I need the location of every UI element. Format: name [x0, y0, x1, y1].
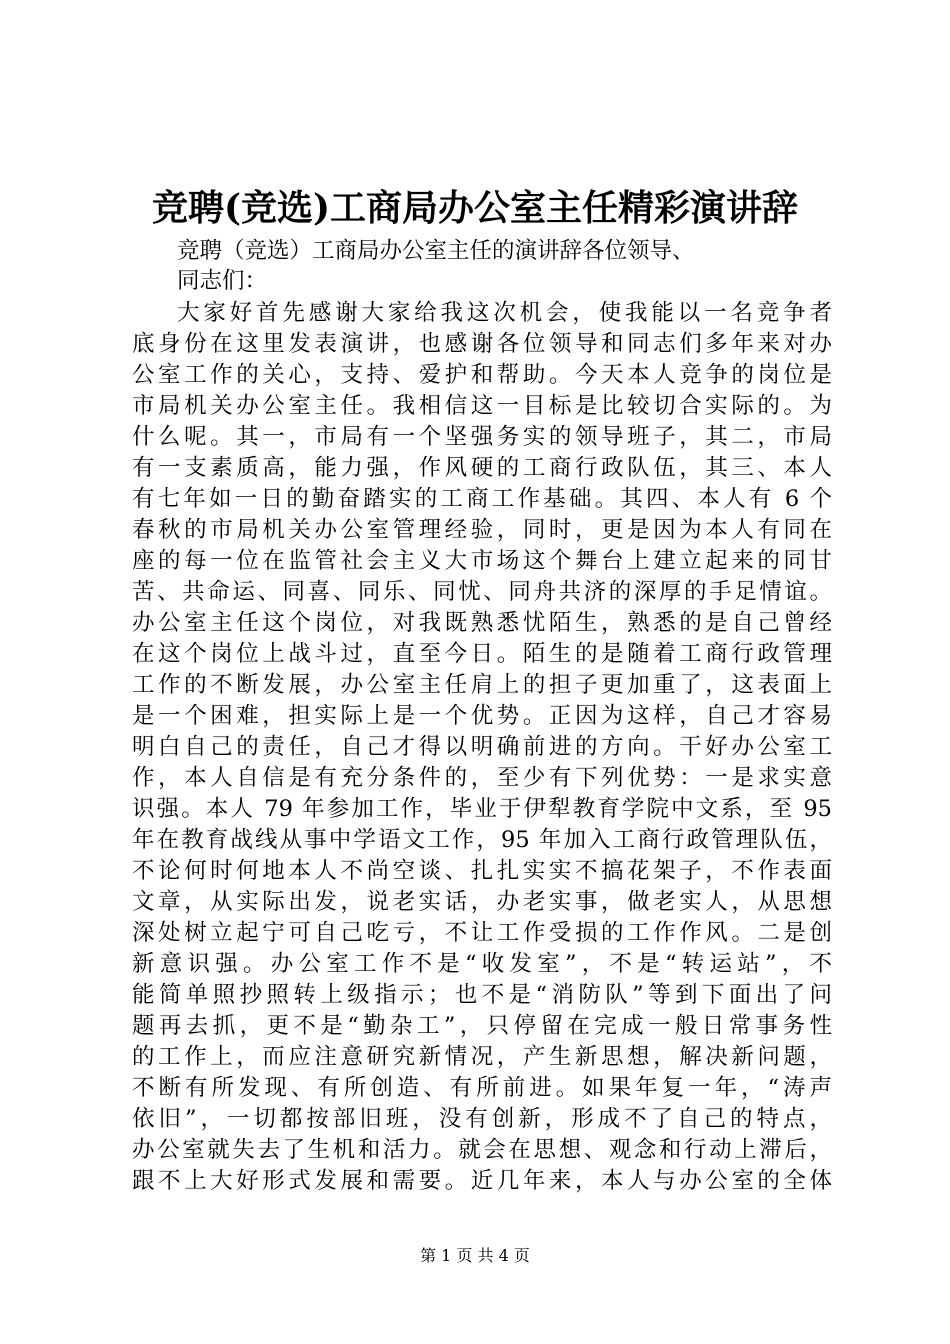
body-line: 不论何时何地本人不尚空谈、扎扎实实不搞花架子，不作表面: [132, 858, 832, 884]
intro-line: 同志们：: [177, 268, 268, 294]
body-line: 跟不上大好形式发展和需要。近几年来，本人与办公室的全体: [132, 1168, 832, 1194]
body-line: 文章，从实际出发，说老实话，办老实事，做老实人，从思想: [132, 889, 832, 915]
body-line: 底身份在这里发表演讲，也感谢各位领导和同志们多年来对办: [132, 331, 832, 357]
body-line: 深处树立起宁可自己吃亏，不让工作受损的工作作风。二是创: [132, 920, 832, 946]
body-line: 座的每一位在监管社会主义大市场这个舞台上建立起来的同甘: [132, 548, 832, 574]
body-line: 办公室主任这个岗位，对我既熟悉忧陌生，熟悉的是自己曾经: [132, 610, 832, 636]
body-paragraph: [132, 298, 832, 1197]
body-line: 是一个困难，担实际上是一个优势。正因为这样，自己才容易: [132, 703, 832, 729]
body-line: 大家好首先感谢大家给我这次机会，使我能以一名竞争者: [177, 300, 832, 326]
body-line: 工作的不断发展，办公室主任肩上的担子更加重了，这表面上: [132, 672, 832, 698]
body-line: 的工作上，而应注意研究新情况，产生新思想，解决新问题，: [132, 1044, 832, 1070]
intro-block: [177, 236, 837, 296]
body-line: 不断有所发现、有所创造、有所前进。如果年复一年，“涛声: [132, 1075, 832, 1101]
body-line: 有七年如一日的勤奋踏实的工商工作基础。其四、本人有 6 个: [132, 486, 832, 512]
body-line: 依旧”，一切都按部旧班，没有创新，形成不了自己的特点，: [132, 1106, 832, 1132]
body-line: 有一支素质高，能力强，作风硬的工商行政队伍，其三、本人: [132, 455, 832, 481]
body-line: 题再去抓，更不是“勤杂工”，只停留在完成一般日常事务性: [132, 1013, 832, 1039]
body-line: 办公室就失去了生机和活力。就会在思想、观念和行动上滞后，: [132, 1137, 832, 1163]
document-title: 竞聘(竞选)工商局办公室主任精彩演讲辞: [151, 187, 799, 229]
body-line: 明白自己的责任，自己才得以明确前进的方向。干好办公室工: [132, 734, 832, 760]
body-line: 作，本人自信是有充分条件的，至少有下列优势：一是求实意: [132, 765, 832, 791]
body-line: 年在教育战线从事中学语文工作，95 年加入工商行政管理队伍，: [132, 827, 832, 853]
body-line: 市局机关办公室主任。我相信这一目标是比较切合实际的。为: [132, 393, 832, 419]
page-footer: 第 1 页 共 4 页: [420, 1246, 530, 1265]
body-line: 能简单照抄照转上级指示；也不是“消防队”等到下面出了问: [132, 982, 832, 1008]
body-line: 春秋的市局机关办公室管理经验，同时，更是因为本人有同在: [132, 517, 832, 543]
body-line: 新意识强。办公室工作不是“收发室”，不是“转运站”，不: [132, 951, 832, 977]
body-line: 在这个岗位上战斗过，直至今日。陌生的是随着工商行政管理: [132, 641, 832, 667]
body-line: 苦、共命运、同喜、同乐、同忧、同舟共济的深厚的手足情谊。: [132, 579, 832, 605]
body-line: 识强。本人 79 年参加工作，毕业于伊犁教育学院中文系，至 95: [132, 796, 832, 822]
body-line: 什么呢。其一，市局有一个坚强务实的领导班子，其二，市局: [132, 424, 832, 450]
body-line: 公室工作的关心，支持、爱护和帮助。今天本人竞争的岗位是: [132, 362, 832, 388]
intro-line: 竞聘（竞选）工商局办公室主任的演讲辞各位领导、: [177, 238, 695, 264]
